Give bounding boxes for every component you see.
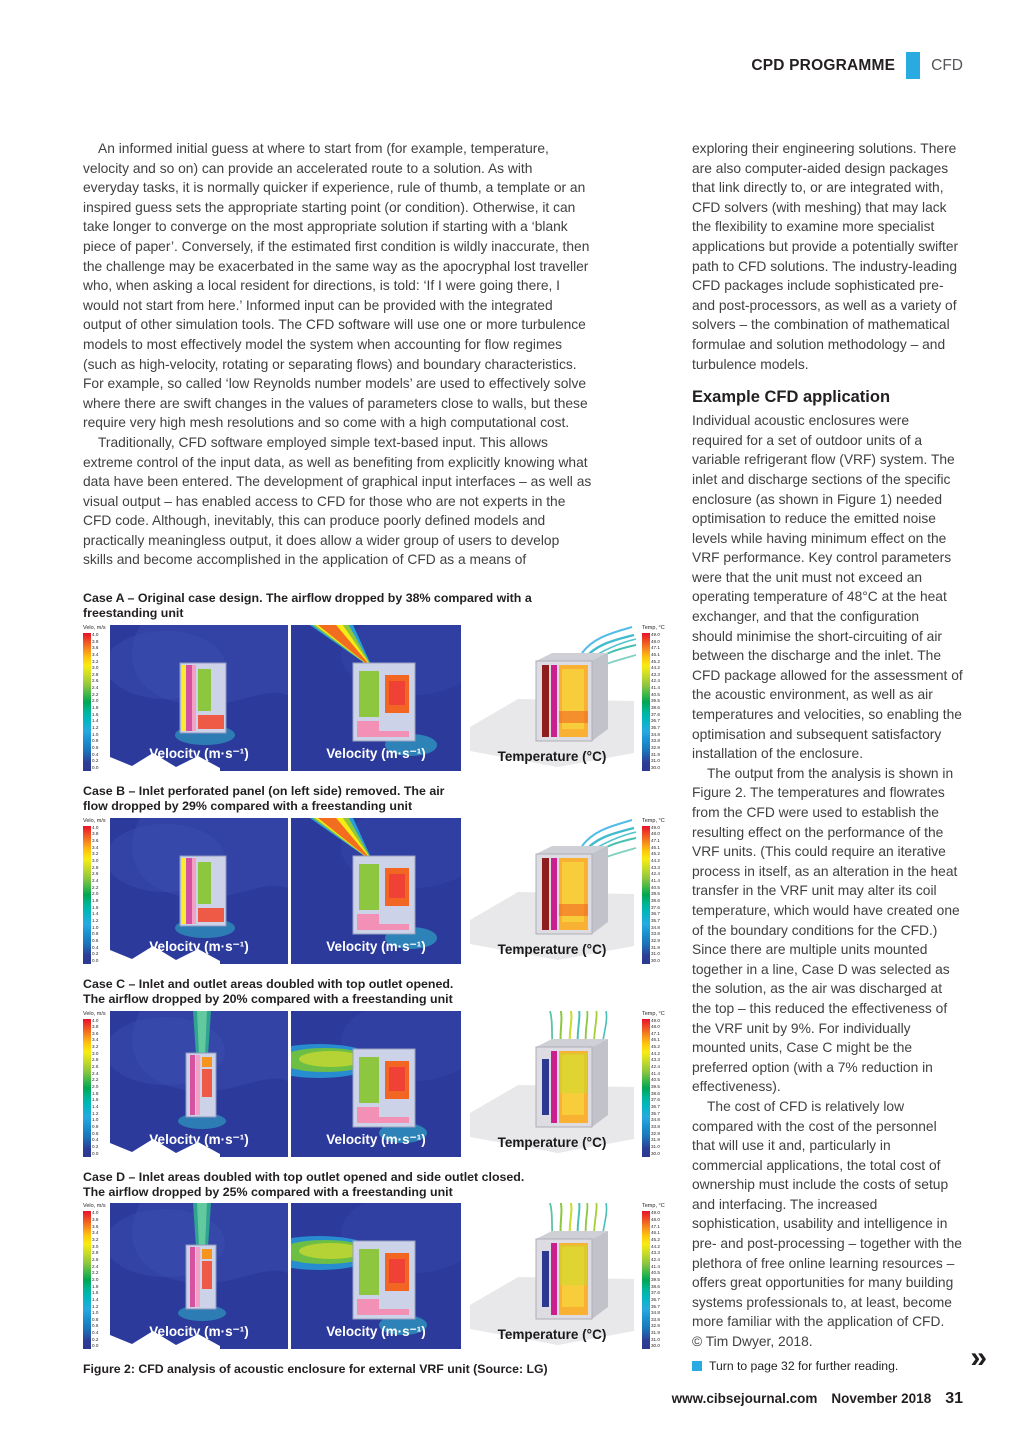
temperature-colorbar-ticks: 49.0 48.0 47.1 46.1 45.2 44.2 43.3 42.4 41.4 40.5 39.5 38.6 37.6 36.7 35.7 34.8 33.8 32.9 31.9 31.0 30.0 [651,824,660,963]
velocity-contour-front-view [291,818,461,964]
velocity-panel-label: Velocity (m·s⁻¹) [149,938,249,954]
page-footer [672,1390,963,1408]
velocity-colorbar-ticks: 4.0 3.8 3.6 3.4 3.2 3.0 2.8 2.6 2.4 2.2 2.0 1.8 1.6 1.4 1.2 1.0 0.8 0.6 0.4 0.2 0.0 [92,1210,99,1349]
case-title: Case D – Inlet areas doubled with top outlet opened and side outlet closed. The airflow dropped by 25% compared with a freestanding unit [83,1169,525,1199]
velocity-panel-label: Velocity (m·s⁻¹) [326,1131,426,1147]
figure-2 [83,591,668,1376]
note-text: Turn to page 32 for further reading. [709,1358,899,1373]
temperature-colorbar-gradient [642,1211,650,1349]
velocity-colorbar-gradient [83,633,91,771]
paragraph-cost: The cost of CFD is relatively low compared with the cost of the personnel that will use it and, particularly in commercial applications, the total cost of ownership must include the costs of setup and interfacing. The increased sophistication, usability and intelligence in pre- and post-processing – together with the plethora of free online learning resources – offers great opportunities for many building systems professionals to, at least, become more familiar with the application of CFD. [692,1098,962,1330]
figure-case [83,591,668,771]
temperature-colorbar-gradient [642,826,650,964]
temperature-panel-label: Temperature (°C) [497,1327,607,1343]
temperature-panel-label: Temperature (°C) [497,748,607,764]
temperature-colorbar [642,625,668,771]
case-title: Case A – Original case design. The airflow dropped by 38% compared with a freestanding unit [83,591,532,621]
cpd-programme-label: CPD PROGRAMME [751,56,896,74]
velocity-contour-side-view [110,1011,288,1157]
velocity-panel-label: Velocity (m·s⁻¹) [326,1324,426,1340]
figure-rows [83,591,668,1349]
figure-case [83,1170,668,1350]
right-column [692,139,987,1376]
case-row [83,1203,668,1349]
temperature-streamline-view [466,818,638,964]
velocity-panel-label: Velocity (m·s⁻¹) [326,938,426,954]
temperature-colorbar-gradient [642,1019,650,1157]
case-row [83,818,668,964]
paragraph-exploring: exploring their engineering solutions. There are also computer-aided design packages that link directly to, or are integrated with, CFD solvers (with meshing) that may lack the flexibility to examine more specialist applications but provide a potentially swifter path to CFD solutions. The industry-leading CFD packages include sophisticated pre- and post-processors, as well as a variety of solvers – the combination of mathematical formulae and solution methodology – and turbulence models. [692,141,959,372]
temperature-streamline-view [466,1203,638,1349]
temperature-panel-label: Temperature (°C) [497,1134,607,1150]
footer-date: November 2018 [831,1391,932,1406]
velocity-colorbar-ticks: 4.0 3.8 3.6 3.4 3.2 3.0 2.8 2.6 2.4 2.2 2.0 1.8 1.6 1.4 1.2 1.0 0.8 0.6 0.4 0.2 0.0 [92,1017,99,1156]
double-chevron-icon: » [970,1340,987,1374]
example-cfd-heading: Example CFD application [692,388,891,407]
velocity-colorbar [83,1011,107,1157]
velocity-colorbar-ticks: 4.0 3.8 3.6 3.4 3.2 3.0 2.8 2.6 2.4 2.2 2.0 1.8 1.6 1.4 1.2 1.0 0.8 0.6 0.4 0.2 0.0 [92,631,99,770]
velocity-contour-front-view [291,1011,461,1157]
temperature-streamline-view [466,625,638,771]
temperature-colorbar [642,818,668,964]
temperature-panel-label: Temperature (°C) [497,941,607,957]
case-title: Case C – Inlet and outlet areas doubled with top outlet opened. The airflow dropped by 20% compared with a freestanding unit [83,976,454,1007]
velocity-colorbar-gradient [83,1211,91,1349]
page-header [751,52,963,79]
velocity-panel-label: Velocity (m·s⁻¹) [149,745,249,761]
left-column [83,139,668,1376]
temperature-colorbar-ticks: 49.0 48.0 47.1 46.1 45.2 44.2 43.3 42.4 41.4 40.5 39.5 38.6 37.6 36.7 35.7 34.8 33.8 32.9 31.9 31.0 30.0 [651,631,660,770]
paragraph-traditionally: Traditionally, CFD software employed simple text-based input. This allows extreme control of the input data, as well as benefiting from explicitly knowing what data have been entered. The development of graphical input interfaces – as well as visual output – has enabled access to CFD for those who are not experts in the CFD code. Although, inevitably, this can produce poorly defined models and practically meaningless output, it does allow a wider group of users to develop skills and become accomplished in the application of CFD as a means of [83,434,592,568]
velocity-colorbar-title: Velo, m/s [83,1010,106,1017]
velocity-colorbar [83,818,107,964]
section-label: CFD [931,56,963,74]
velocity-colorbar-title: Velo, m/s [83,624,106,631]
velocity-contour-side-view [110,625,288,771]
temperature-colorbar-ticks: 49.0 48.0 47.1 46.1 45.2 44.2 43.3 42.4 41.4 40.5 39.5 38.6 37.6 36.7 35.7 34.8 33.8 32.9 31.9 31.0 30.0 [651,1017,660,1156]
velocity-panel-label: Velocity (m·s⁻¹) [326,745,426,761]
velocity-colorbar-ticks: 4.0 3.8 3.6 3.4 3.2 3.0 2.8 2.6 2.4 2.2 2.0 1.8 1.6 1.4 1.2 1.0 0.8 0.6 0.4 0.2 0.0 [92,824,99,963]
velocity-colorbar-gradient [83,826,91,964]
velocity-colorbar-title: Velo, m/s [83,1203,106,1210]
footer-website: www.cibsejournal.com [671,1391,818,1406]
temperature-colorbar-title: Temp, °C [642,1010,665,1017]
paragraph-analysis-output: The output from the analysis is shown in Figure 2. The temperatures and flowrates from the CFD were used to establish the resulting effect on the performance of the VRF units. (This could require an iterative process in itself, as an alteration in the heat transfer in the VRF unit may alter its coil temperature, which would have created one of the boundary conditions for the CFD.) Since there are multiple units mounted together in a line, Case D was selected as the solution, as the air was discharged at the top – this reduced the effectiveness of the VRF unit by 9%. For individually mounted units, Case C might be the preferred option (with a 7% reduction in effectiveness). [692,765,960,1095]
velocity-colorbar-gradient [83,1019,91,1157]
case-title: Case B – Inlet perforated panel (on left side) removed. The air flow dropped by 29% compared with a freestanding unit [83,783,445,814]
figure-case [83,977,668,1157]
temperature-colorbar-gradient [642,633,650,771]
case-row [83,625,668,771]
temperature-streamline-view [466,1011,638,1157]
velocity-contour-front-view [291,1203,461,1349]
copyright-line: © Tim Dwyer, 2018. [692,1334,813,1350]
figure-case [83,784,668,964]
footer-page-number: 31 [945,1390,963,1407]
temperature-colorbar [642,1011,668,1157]
case-row [83,1011,668,1157]
temperature-colorbar-title: Temp, °C [642,1203,665,1210]
temperature-colorbar-title: Temp, °C [642,624,665,631]
temperature-colorbar-title: Temp, °C [642,817,665,824]
velocity-colorbar [83,1203,107,1349]
temperature-colorbar-ticks: 49.0 48.0 47.1 46.1 45.2 44.2 43.3 42.4 41.4 40.5 39.5 38.6 37.6 36.7 35.7 34.8 33.8 32.9 31.9 31.0 30.0 [651,1210,660,1349]
velocity-panel-label: Velocity (m·s⁻¹) [149,1131,249,1147]
velocity-colorbar-title: Velo, m/s [83,817,106,824]
velocity-panel-label: Velocity (m·s⁻¹) [149,1324,249,1340]
blue-square-bullet-icon [692,1361,702,1371]
article-columns [83,139,987,1377]
velocity-contour-side-view [110,1203,288,1349]
paragraph-initial-guess: An informed initial guess at where to start from (for example, temperature, velocity and so on) can provide an accelerated route to a solution. As with everyday tasks, it is normally quicker if experience, rule of thumb, a template or an inspired guess sets the appropriate starting point (or condition). Otherwise, it can take longer to converge on the most appropriate solution if starting with a ‘blank piece of paper’. Conversely, if the estimated first condition is wildly inaccurate, then the challenge may be exacerbated in the same way as the apocryphal lost traveller who, when asking a local resident for directions, is told: ‘If I were going there, I would not start from here.’ Informed input can be provided with the integrated output of other simulation tools. The CFD software will use one or more turbulence models to most effectively model the system when accounting for flow regimes (such as high-velocity, rotating or separating flows) and boundary characteristics. For example, so called ‘low Reynolds number models’ are used to effectively solve where there are swift changes in the values of parameters close to walls, but these require very high mesh resolutions and so come with a high computational cost. [83,141,590,431]
velocity-contour-side-view [110,818,288,964]
velocity-colorbar [83,625,107,771]
header-accent-bar [906,52,920,79]
paragraph-acoustic-enclosures: Individual acoustic enclosures were required for a set of outdoor units of a variable refrigerant flow (VRF) system. The inlet and discharge sections of the specific enclosure (as shown in Figure 1) needed optimisation to reduce the emitted noise levels while having minimum effect on the VRF performance. Key control parameters were that the unit must not exceed an operating temperature of 48°C at the heat exchanger, and that the configuration should minimise the short-circuiting of air between the discharge and the inlet. The CFD package allowed for the assessment of the acoustic environment, as well as air temperatures and velocities, so enabling the optimisation and subsequent satisfactory installation of the enclosure. [692,413,963,762]
velocity-contour-front-view [291,625,461,771]
temperature-colorbar [642,1203,668,1349]
figure-caption: Figure 2: CFD analysis of acoustic enclosure for external VRF unit (Source: LG) [83,1362,548,1377]
